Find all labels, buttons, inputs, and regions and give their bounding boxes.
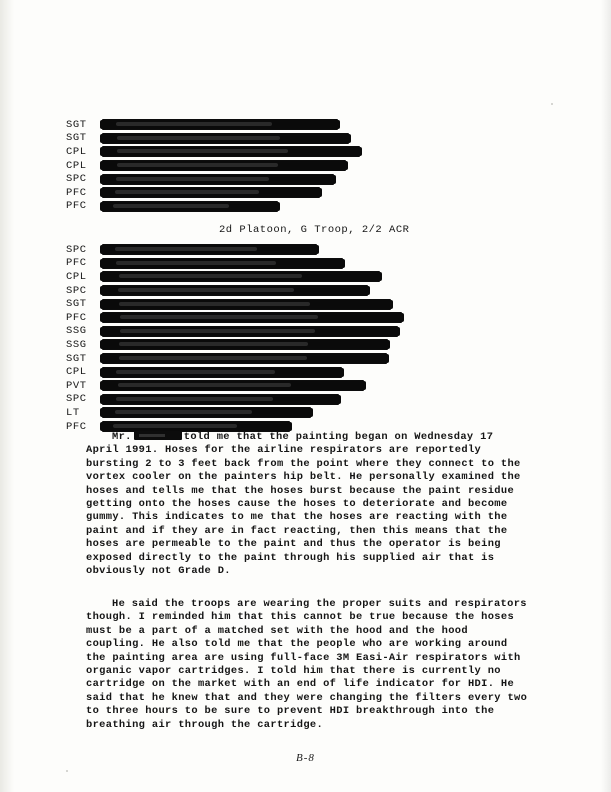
rank-label: SPC xyxy=(66,284,87,297)
roster-row xyxy=(66,270,402,284)
rank-label: CPL xyxy=(66,366,87,379)
rank-label: PFC xyxy=(66,311,87,324)
rank-label: LT xyxy=(66,406,80,419)
redaction-bar xyxy=(102,326,398,337)
redaction-bar xyxy=(102,353,387,364)
paragraph-body: told me that the painting began on Wednesday 17 April 1991. Hoses for the airline respirators are reportedly bursting 2 to 3 feet back from the point where they connect to the vortex cooler on the painters hip belt. He personally examined the hoses and tells me that the hoses burst because the paint residue getting onto the hoses cause the hoses to deteriorate and become gummy. This indicates to me that the hoses are reacting with the paint and if they are in fact reacting, then this means that the hoses are permeable to the paint and thus the operator is being exposed directly to the paint through his supplied air that is obviously not Grade D. xyxy=(86,431,521,578)
roster-row xyxy=(66,200,360,214)
redaction-bar xyxy=(102,258,343,269)
redaction-bar xyxy=(102,244,317,255)
rank-label: CPL xyxy=(66,159,87,172)
rank-label: CPL xyxy=(66,270,87,283)
rank-label: SPC xyxy=(66,393,87,406)
roster-row xyxy=(66,352,402,366)
rank-label: CPL xyxy=(66,145,87,158)
paragraph-body: He said the troops are wearing the proper suits and respirators though. I reminded him that this cannot be true because the hoses must be a part of a matched set with the hood and the hood coupling. He also told me that the people who are working around the painting area are using full-face 3M Easi-Air respirators with organic vapor cartridges. I told him that there is currently no cartridge on the market with an end of life indicator for HDI. He said that he knew that and they were changing the filters every two to three hours to be sure to prevent HDI breakthrough into the breathing air through the cartridge. xyxy=(86,598,528,731)
redaction-bar xyxy=(102,174,334,185)
redaction-bar xyxy=(102,339,388,350)
redaction-bar xyxy=(102,312,402,323)
roster-row xyxy=(66,365,402,379)
scan-speck xyxy=(551,103,553,105)
roster-row xyxy=(66,132,360,146)
redaction-bar xyxy=(102,119,338,130)
redaction-bar xyxy=(102,299,391,310)
rank-label: SSG xyxy=(66,338,87,351)
roster-block-second xyxy=(66,243,402,433)
rank-label: SSG xyxy=(66,325,87,338)
redaction-bar xyxy=(102,146,360,157)
rank-label: SGT xyxy=(66,298,87,311)
platoon-caption: 2d Platoon, G Troop, 2/2 ACR xyxy=(219,224,410,236)
roster-block-first-platoon xyxy=(66,118,360,213)
rank-label: PVT xyxy=(66,379,87,392)
redaction-bar xyxy=(102,407,311,418)
roster-row xyxy=(66,172,360,186)
paragraph-second xyxy=(86,598,532,732)
roster-row xyxy=(66,145,360,159)
paragraph-lead: Mr. xyxy=(112,431,132,443)
redaction-bar xyxy=(102,133,349,144)
roster-row xyxy=(66,186,360,200)
redaction-bar xyxy=(102,271,380,282)
redaction-bar xyxy=(102,201,278,212)
roster-row xyxy=(66,325,402,339)
roster-row xyxy=(66,284,402,298)
rank-label: SPC xyxy=(66,243,87,256)
redaction-bar xyxy=(102,380,364,391)
redaction-bar xyxy=(102,187,320,198)
redaction-bar xyxy=(102,367,342,378)
page-number: B-8 xyxy=(296,752,315,764)
rank-label: PFC xyxy=(66,186,87,199)
rank-label: SPC xyxy=(66,173,87,186)
rank-label: SGT xyxy=(66,352,87,365)
roster-row xyxy=(66,393,402,407)
roster-row xyxy=(66,338,402,352)
scan-speck xyxy=(66,770,68,772)
roster-row xyxy=(66,379,402,393)
rank-label: PFC xyxy=(66,257,87,270)
roster-row xyxy=(66,406,402,420)
roster-row xyxy=(66,297,402,311)
rank-label: SGT xyxy=(66,118,87,131)
roster-row xyxy=(66,257,402,271)
roster-row xyxy=(66,243,402,257)
paragraph-first xyxy=(86,431,532,578)
roster-row xyxy=(66,159,360,173)
rank-label: PFC xyxy=(66,200,87,213)
roster-row xyxy=(66,118,360,132)
redaction-bar xyxy=(102,160,346,171)
inline-redaction-name xyxy=(134,431,182,440)
rank-label: SGT xyxy=(66,132,87,145)
redaction-bar xyxy=(102,394,339,405)
redaction-bar xyxy=(102,285,368,296)
roster-row xyxy=(66,311,402,325)
rank-label: PFC xyxy=(66,420,87,433)
